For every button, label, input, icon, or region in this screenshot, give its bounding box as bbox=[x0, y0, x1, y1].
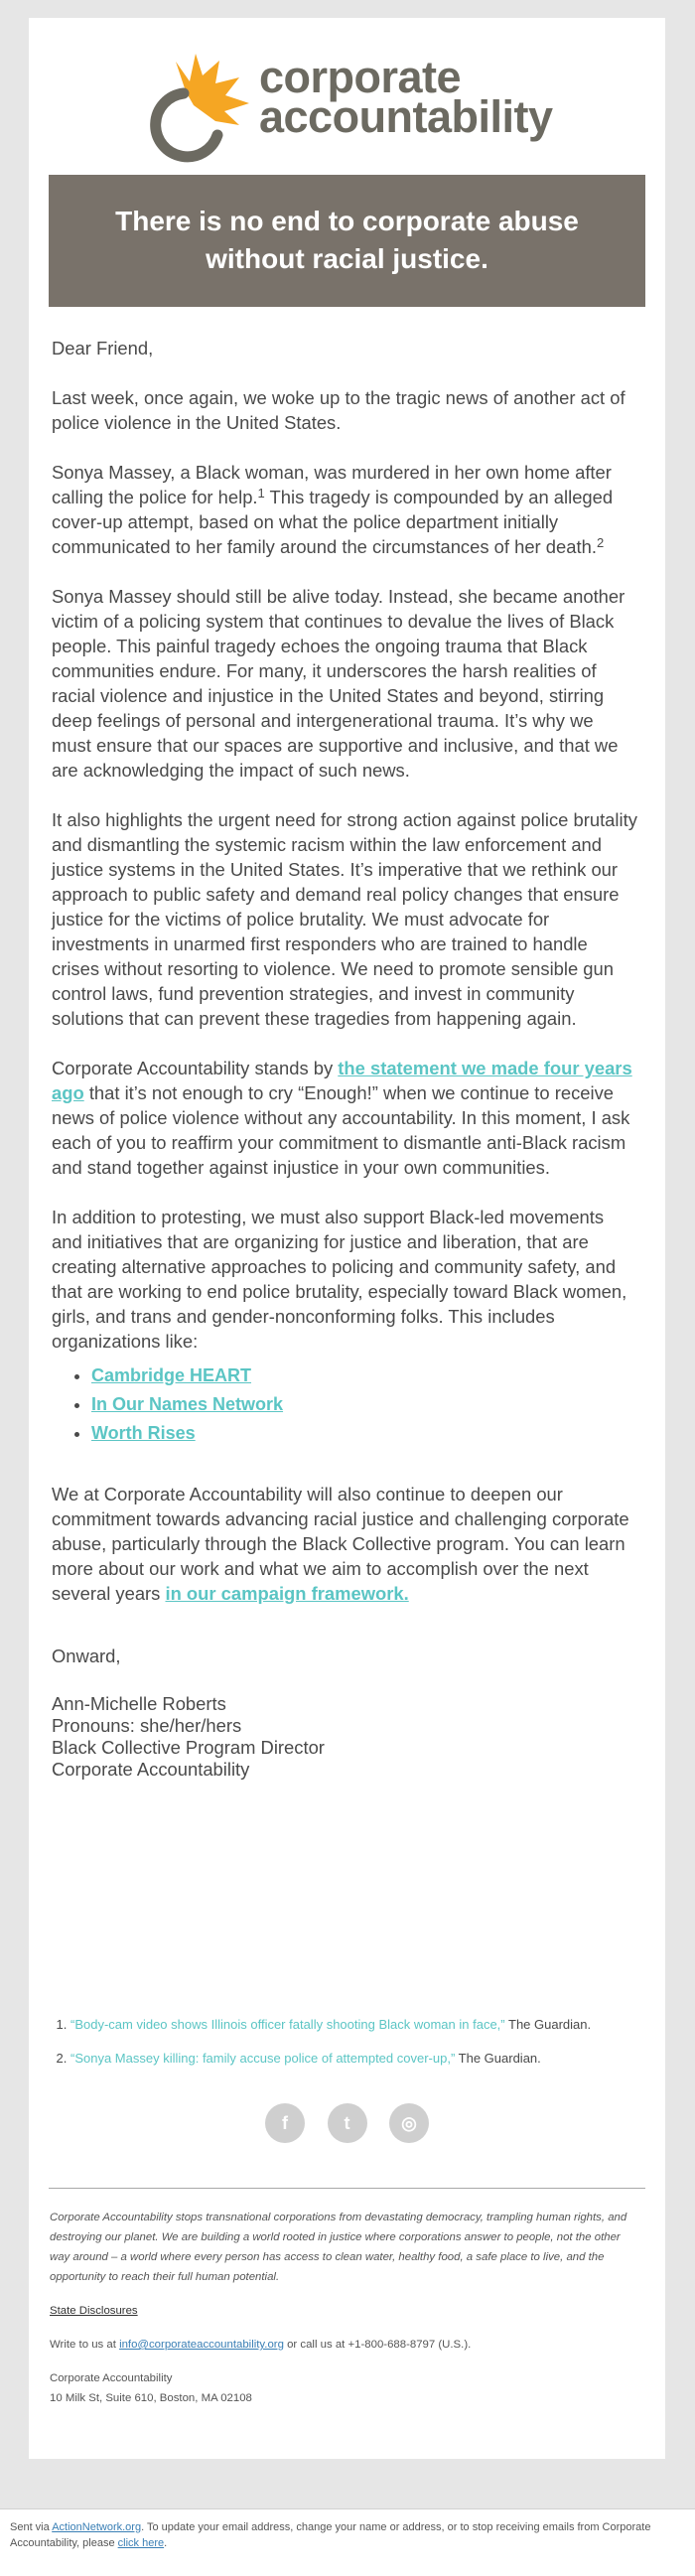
closing: Onward, bbox=[52, 1646, 121, 1666]
email-card bbox=[29, 18, 665, 2459]
contact-text-a: Write to us at bbox=[50, 2339, 120, 2351]
footer bbox=[50, 2208, 640, 2408]
state-disclosures-link[interactable]: State Disclosures bbox=[50, 2305, 138, 2317]
email-link[interactable]: info@corporateaccountability.org bbox=[119, 2339, 284, 2351]
headline-banner bbox=[49, 175, 645, 307]
actionnetwork-link[interactable]: ActionNetwork.org bbox=[52, 2521, 142, 2533]
signature-pronouns: Pronouns: she/her/hers bbox=[52, 1715, 242, 1736]
footnote-ref-2[interactable]: 2 bbox=[596, 535, 605, 550]
mission-statement: Corporate Accountability stops transnational corporations from devastating democracy, trampling human rights, and destroying our planet. We are building a world rooted in justice where corporations answer to people, not the other way around – a world where every person has access to clean water, healthy food, a safe place to live, and the opportunity to reach their full human potential. bbox=[50, 2212, 627, 2283]
facebook-icon[interactable]: f bbox=[265, 2103, 305, 2143]
disclosures-row bbox=[50, 2301, 640, 2321]
brand-wordmark bbox=[259, 52, 553, 142]
paragraph-2-text-b: This tragedy is compounded by an alleged cover-up attempt, based on what the police department initially communicated to her family around the circumstances of her death. bbox=[52, 487, 614, 557]
footer-address: 10 Milk St, Suite 610, Boston, MA 02108 bbox=[50, 2392, 252, 2404]
footnote-1 bbox=[70, 2016, 644, 2034]
signature-title: Black Collective Program Director bbox=[52, 1737, 325, 1758]
list-item bbox=[91, 1392, 637, 1417]
footnote-1-source: The Guardian. bbox=[504, 2017, 592, 2032]
list-item bbox=[91, 1363, 637, 1388]
sent-via-text: Sent via bbox=[10, 2521, 53, 2533]
instagram-icon[interactable]: ◎ bbox=[389, 2103, 429, 2143]
greeting: Dear Friend, bbox=[52, 338, 154, 358]
contact-line bbox=[50, 2335, 640, 2355]
footnote-2-source: The Guardian. bbox=[455, 2051, 541, 2066]
paragraph-1: Last week, once again, we woke up to the tragic news of another act of police violence in the United States. bbox=[52, 387, 626, 433]
banner-line-1: There is no end to corporate abuse bbox=[115, 206, 579, 236]
unsubscribe-bar bbox=[0, 2508, 695, 2576]
paragraph-7-text: We at Corporate Accountability will also continue to deepen our commitment towards advancing racial justice and challenging corporate abuse, particularly through the Black Collective program. You can learn more about our work and what we aim to accomplish over the next several years bbox=[52, 1484, 629, 1604]
org-link-cambridge-heart[interactable]: Cambridge HEART bbox=[91, 1365, 252, 1385]
campaign-framework-link[interactable]: in our campaign framework. bbox=[165, 1583, 409, 1604]
paragraph-2-text-a: Sonya Massey, a Black woman, was murdered in her own home after calling the police for help. bbox=[52, 462, 612, 507]
paragraph-6: In addition to protesting, we must also support Black-led movements and initiatives that are organizing for justice and liberation, that are creating alternative approaches to policing and community safety, and that are working to end police brutality, especially toward Black women, girls, and trans and gender-nonconforming folks. This includes organizations like: bbox=[52, 1207, 627, 1352]
org-link-worth-rises[interactable]: Worth Rises bbox=[91, 1423, 196, 1443]
sun-logo-icon bbox=[128, 54, 257, 173]
footnote-1-link[interactable]: “Body-cam video shows Illinois officer fatally shooting Black woman in face,” bbox=[70, 2017, 505, 2032]
footnotes-list bbox=[49, 2016, 644, 2068]
letter-body bbox=[52, 336, 637, 1781]
organizations-list bbox=[52, 1363, 637, 1446]
sent-end: . bbox=[164, 2537, 168, 2549]
signature-block bbox=[52, 1693, 637, 1781]
brand-line-1: corporate bbox=[259, 52, 462, 102]
paragraph-4: It also highlights the urgent need for strong action against police brutality and dismantling the systemic racism within the law enforcement and justice systems in the United States. It’s imperative that we rethink our approach to public safety and demand real policy changes that ensure justice for the victims of police brutality. We must advocate for investments in unarmed first responders who are trained to handle crises without resorting to violence. We need to promote sensible gun control laws, fund prevention strategies, and invest in community solutions that can prevent these tragedies from happening again. bbox=[52, 809, 637, 1029]
signature-name: Ann-Michelle Roberts bbox=[52, 1693, 226, 1714]
twitter-icon[interactable]: t bbox=[328, 2103, 367, 2143]
paragraph-5-text-b: that it’s not enough to cry “Enough!” when we continue to receive news of police violence without any accountability. In this moment, I ask each of you to reaffirm your commitment to dismantle anti-Black racism and stand together against injustice in your own communities. bbox=[52, 1082, 630, 1178]
org-link-in-our-names-network[interactable]: In Our Names Network bbox=[91, 1394, 284, 1414]
list-item bbox=[91, 1421, 637, 1446]
update-text: . To update your email address, change your name or address, or to stop receiving emails from Corporate Accountability, please bbox=[10, 2521, 651, 2549]
paragraph-3: Sonya Massey should still be alive today. Instead, she became another victim of a policing system that continues to devalue the lives of Black people. This painful tragedy echoes the ongoing trauma that Black communities endure. For many, it underscores the harsh realities of racial violence and injustice in the United States and beyond, stirring deep feelings of personal and intergenerational trauma. It’s why we must ensure that our spaces are supportive and inclusive, and that we are acknowledging the impact of such news. bbox=[52, 586, 626, 781]
social-links bbox=[29, 2103, 665, 2143]
footnote-2 bbox=[70, 2050, 644, 2068]
footnotes bbox=[49, 2016, 644, 2083]
click-here-link[interactable]: click here bbox=[117, 2537, 165, 2549]
signature-org: Corporate Accountability bbox=[52, 1759, 250, 1780]
footer-divider bbox=[49, 2188, 645, 2189]
banner-line-2: without racial justice. bbox=[206, 243, 488, 274]
brand-logo[interactable] bbox=[128, 54, 605, 173]
paragraph-2 bbox=[52, 460, 637, 559]
footer-org-name: Corporate Accountability bbox=[50, 2372, 173, 2384]
brand-line-2: accountability bbox=[259, 91, 553, 142]
paragraph-5 bbox=[52, 1056, 637, 1180]
footnote-2-link[interactable]: “Sonya Massey killing: family accuse police of attempted cover-up,” bbox=[70, 2051, 456, 2066]
footnote-ref-1[interactable]: 1 bbox=[257, 486, 265, 501]
statement-link[interactable]: the statement we made four years ago bbox=[52, 1058, 632, 1103]
paragraph-5-text-a: Corporate Accountability stands by bbox=[52, 1058, 339, 1078]
contact-text-b: or call us at +1-800-688-8797 (U.S.). bbox=[283, 2339, 472, 2351]
paragraph-7 bbox=[52, 1482, 637, 1606]
